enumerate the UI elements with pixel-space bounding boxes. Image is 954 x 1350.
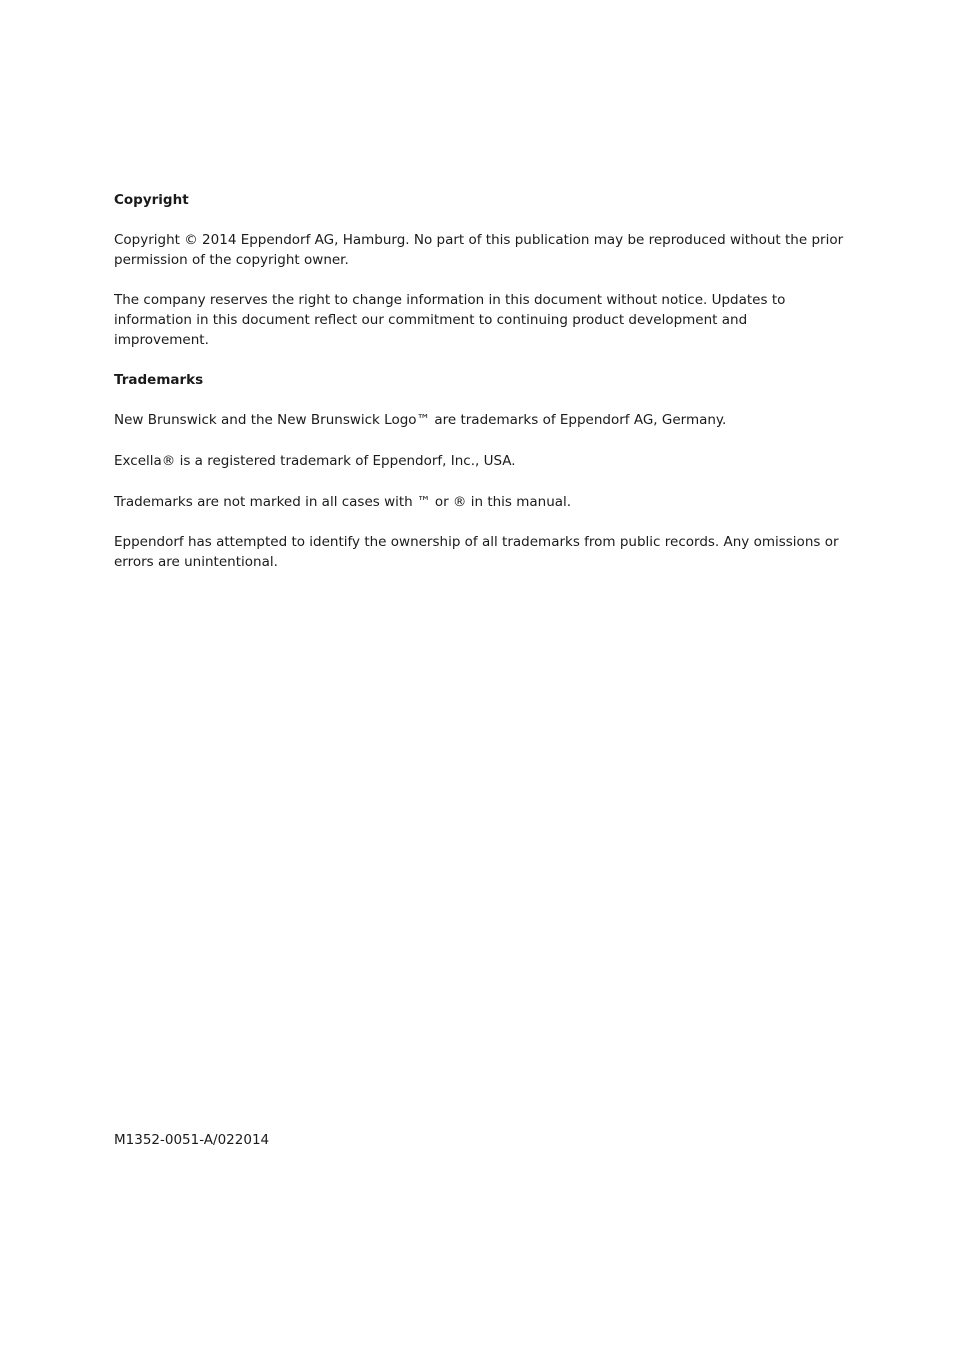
new-brunswick-trademark-paragraph: New Brunswick and the New Brunswick Logo™ are trademarks of Eppendorf AG, Germany. bbox=[114, 412, 727, 428]
copyright-heading: Copyright bbox=[114, 192, 189, 208]
document-id: M1352-0051-A/022014 bbox=[114, 1132, 270, 1148]
copyright-paragraph: Copyright © 2014 Eppendorf AG, Hamburg. No part of this publication may be reproduced without the prior permission of the copyright owner. bbox=[114, 232, 844, 268]
trademark-ownership-paragraph: Eppendorf has attempted to identify the ownership of all trademarks from public records. Any omissions or errors are unintentional. bbox=[114, 534, 839, 570]
excella-trademark-paragraph: Excella® is a registered trademark of Eppendorf, Inc., USA. bbox=[114, 453, 516, 469]
document-body bbox=[114, 190, 844, 572]
trademarks-heading: Trademarks bbox=[114, 372, 204, 388]
change-notice-paragraph: The company reserves the right to change information in this document without notice. Updates to information in this document reflect our commitment to continuing product development and improvement. bbox=[114, 292, 786, 348]
trademark-marking-paragraph: Trademarks are not marked in all cases with ™ or ® in this manual. bbox=[114, 494, 572, 510]
